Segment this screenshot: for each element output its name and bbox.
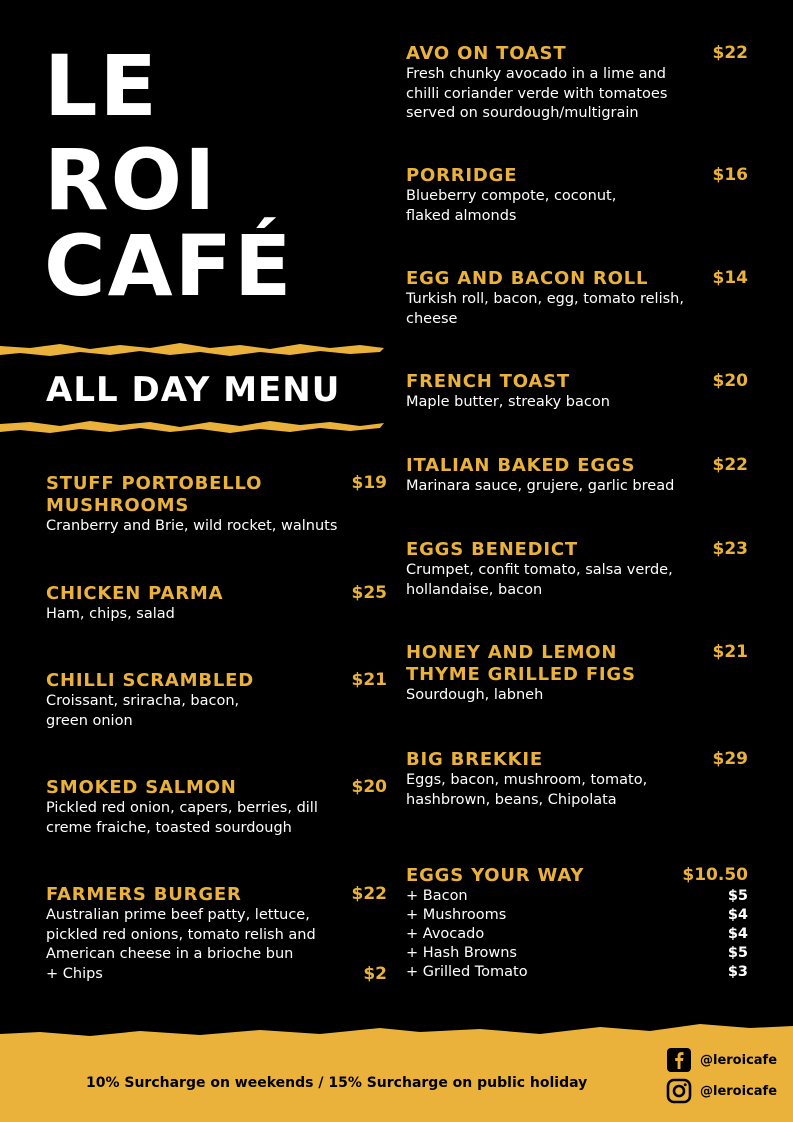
item-extra-label: + Chips [46,965,103,982]
item-description: Blueberry compote, coconut, flaked almonds [406,188,617,224]
item-price: $21 [712,642,748,662]
item-price: $20 [351,777,387,797]
menu-item-porridge [406,165,748,226]
addon-label: + Bacon [406,888,468,904]
item-price: $10.50 [682,865,748,885]
item-description: Pickled red onion, capers, berries, dill creme fraiche, toasted sourdough [46,800,318,836]
instagram-icon [666,1078,692,1104]
item-price: $23 [712,539,748,559]
item-price: $16 [712,165,748,185]
item-description: Crumpet, confit tomato, salsa verde, hollandaise, bacon [406,562,673,598]
menu-item-avo-on-toast [406,43,748,124]
addon-label: + Hash Browns [406,945,517,961]
addon-row [406,944,748,963]
item-name: CHILLI SCRAMBLED [46,670,254,691]
addon-price: $4 [727,907,748,923]
facebook-link[interactable] [666,1047,777,1073]
item-name: PORRIDGE [406,165,518,186]
addon-price: $5 [727,945,748,961]
surcharge-note: 10% Surcharge on weekends / 15% Surcharge on public holiday [86,1075,588,1091]
facebook-icon [666,1047,692,1073]
addon-price: $4 [727,926,748,942]
addon-label: + Avocado [406,926,485,942]
item-extra-row [46,965,387,984]
addon-list [406,887,748,982]
menu-item-eggs-benedict [406,539,748,600]
item-price: $29 [712,749,748,769]
menu-item-smoked-salmon [46,777,387,838]
menu-item-eggs-your-way [406,865,748,982]
item-price: $21 [351,670,387,690]
item-description: Fresh chunky avocado in a lime and chilli coriander verde with tomatoes served on sourdough/multigrain [406,66,668,121]
addon-label: + Mushrooms [406,907,507,923]
item-description: Eggs, bacon, mushroom, tomato, hashbrown, beans, Chipolata [406,772,648,808]
item-name: STUFF PORTOBELLO MUSHROOMS [46,473,263,516]
item-description: Croissant, sriracha, bacon, green onion [46,693,240,729]
item-price: $25 [351,583,387,603]
title-line-le: LE [44,37,159,135]
item-price: $19 [351,473,387,493]
menu-item-farmers-burger [46,884,387,984]
item-name: CHICKEN PARMA [46,583,224,604]
addon-price: $5 [727,888,748,904]
menu-banner-label: ALL DAY MENU [46,370,341,410]
addon-row [406,887,748,906]
facebook-handle: @leroicafe [700,1052,778,1068]
item-name: HONEY AND LEMON THYME GRILLED FIGS [406,642,636,685]
instagram-handle: @leroicafe [700,1083,778,1099]
item-price: $22 [712,455,748,475]
item-name: EGG AND BACON ROLL [406,268,649,289]
item-description: Cranberry and Brie, wild rocket, walnuts [46,518,338,534]
item-name: ITALIAN BAKED EGGS [406,455,636,476]
item-price: $22 [712,43,748,63]
item-description: Maple butter, streaky bacon [406,394,610,410]
menu-item-big-brekkie [406,749,748,810]
item-name: SMOKED SALMON [46,777,237,798]
title-line-roi: ROI [44,131,218,229]
item-description: Marinara sauce, grujere, garlic bread [406,478,675,494]
item-name: FRENCH TOAST [406,371,570,392]
item-price: $20 [712,371,748,391]
item-price: $14 [712,268,748,288]
menu-item-chicken-parma [46,583,387,625]
menu-item-italian-baked-eggs [406,455,748,497]
menu-item-french-toast [406,371,748,413]
addon-row [406,963,748,982]
menu-item-grilled-figs [406,642,748,706]
item-name: FARMERS BURGER [46,884,242,905]
item-description: Australian prime beef patty, lettuce, pickled red onions, tomato relish and American cheese in a brioche bun [46,907,316,962]
menu-item-chilli-scrambled [46,670,387,731]
addon-price: $3 [727,964,748,980]
item-name: BIG BREKKIE [406,749,544,770]
item-description: Ham, chips, salad [46,606,175,622]
item-description: Turkish roll, bacon, egg, tomato relish, cheese [406,291,684,327]
addon-row [406,906,748,925]
addon-label: + Grilled Tomato [406,964,528,980]
item-name: EGGS YOUR WAY [406,865,585,886]
menu-item-egg-bacon-roll [406,268,748,329]
title-line-cafe: CAFÉ [44,217,294,315]
item-price: $22 [351,884,387,904]
item-description: Sourdough, labneh [406,687,544,703]
instagram-link[interactable] [666,1078,777,1104]
menu-item-portobello [46,473,387,537]
addon-row [406,925,748,944]
item-extra-price: $2 [363,963,387,984]
item-name: AVO ON TOAST [406,43,567,64]
item-name: EGGS BENEDICT [406,539,578,560]
